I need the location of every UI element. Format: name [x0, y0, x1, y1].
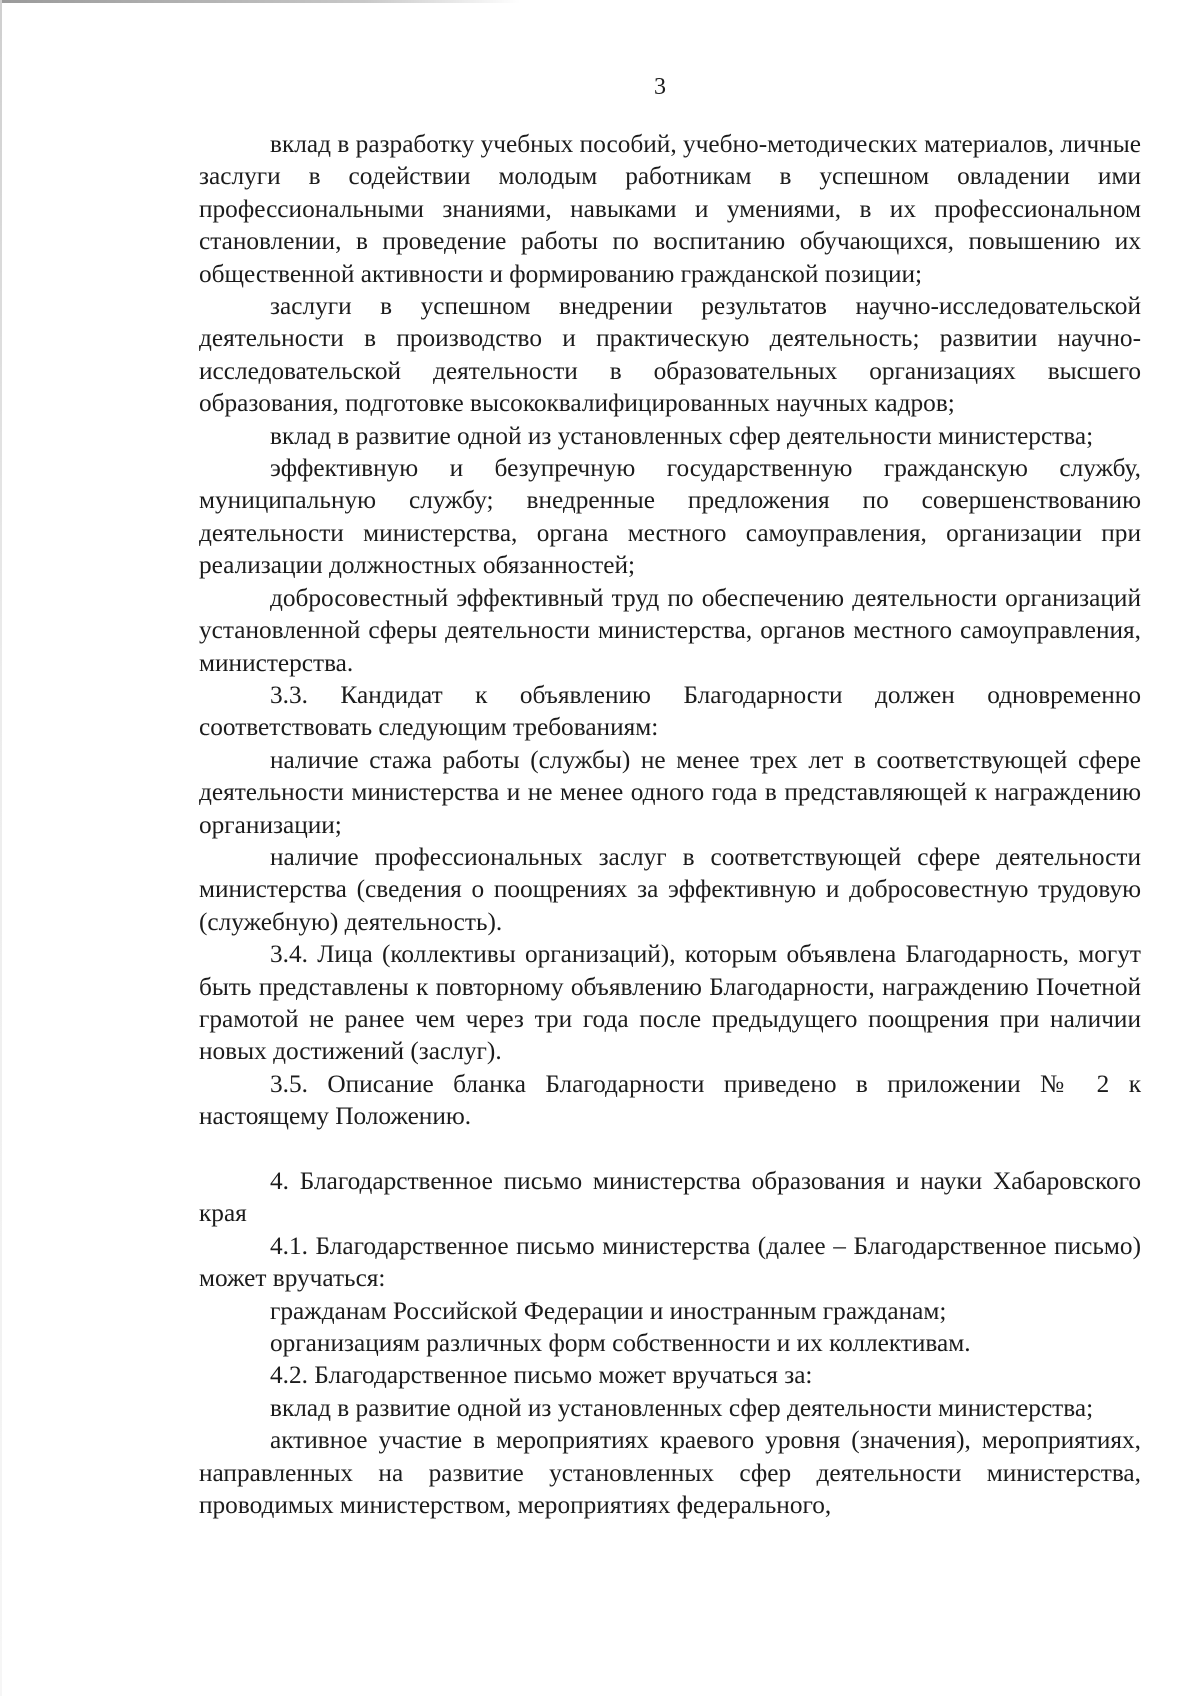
list-item-citizens: гражданам Российской Федерации и иностранным гражданам;	[270, 1296, 947, 1325]
scan-left-edge	[0, 0, 2, 1696]
paragraph-contribution-teaching-materials: вклад в разработку учебных пособий, учебно-методических материалов, личные заслуги в содействии молодым работникам в успешном овладении ими профессиональными знаниями, навыками и умениями, в их профессиональном становлении, в проведение работы по воспитанию обучающихся, повышению их общественной активности и формированию гражданской позиции;	[199, 130, 1141, 288]
paragraph-professional-merits: наличие профессиональных заслуг в соответствующей сфере деятельности министерства (сведения о поощрениях за эффективную и добросовестную трудовую (служебную) деятельность).	[199, 842, 1141, 936]
paragraph-research-merits: заслуги в успешном внедрении результатов научно-исследовательской деятельности в производство и практическую деятельность; развитии научно-исследовательской деятельности в образовательных организациях высшего образования, подготовке высококвалифицированных научных кадров;	[199, 292, 1141, 418]
paragraph-conscientious-work: добросовестный эффективный труд по обеспечению деятельности организаций установленной сферы деятельности министерства, органов местного самоуправления, министерства.	[199, 583, 1141, 677]
paragraph-4-1-letter-recipients: 4.1. Благодарственное письмо министерства (далее – Благодарственное письмо) может вручаться:	[199, 1231, 1141, 1293]
paragraph-civil-service: эффективную и безупречную государственную гражданскую службу, муниципальную службу; внедренные предложения по совершенствованию деятельности министерства, органа местного самоуправления, организации при реализации должностных обязанностей;	[199, 454, 1141, 580]
document-body	[199, 128, 1141, 1521]
paragraph-3-3-candidate-requirements: 3.3. Кандидат к объявлению Благодарности должен одновременно соответствовать следующим требованиям:	[199, 680, 1141, 742]
list-item-contribution-sphere: вклад в развитие одной из установленных сфер деятельности министерства;	[270, 1393, 1094, 1422]
paragraph-contribution-ministry-sphere: вклад в развитие одной из установленных сфер деятельности министерства;	[270, 421, 1094, 450]
list-item-active-participation: активное участие в мероприятиях краевого уровня (значения), мероприятиях, направленных на развитие установленных сфер деятельности министерства, проводимых министерством, мероприятиях федерального,	[199, 1426, 1141, 1520]
scan-top-edge	[0, 0, 520, 3]
paragraph-work-experience: наличие стажа работы (службы) не менее трех лет в соответствующей сфере деятельности министерства и не менее одного года в представляющей к награждению организации;	[199, 745, 1141, 839]
paragraph-3-4-repeat-award: 3.4. Лица (коллективы организаций), которым объявлена Благодарность, могут быть представлены к повторному объявлению Благодарности, награждению Почетной грамотой не ранее чем через три года после предыдущего поощрения при наличии новых достижений (заслуг).	[199, 940, 1141, 1066]
page-number: 3	[654, 74, 666, 100]
paragraph-3-5-form-description: 3.5. Описание бланка Благодарности приведено в приложении № 2 к настоящему Положению.	[199, 1069, 1141, 1131]
list-item-organizations: организациям различных форм собственности и их коллективам.	[270, 1329, 971, 1358]
paragraph-4-2-letter-grounds: 4.2. Благодарственное письмо может вручаться за:	[270, 1361, 813, 1390]
section-4-heading: 4. Благодарственное письмо министерства образования и науки Хабаровского края	[199, 1166, 1141, 1228]
